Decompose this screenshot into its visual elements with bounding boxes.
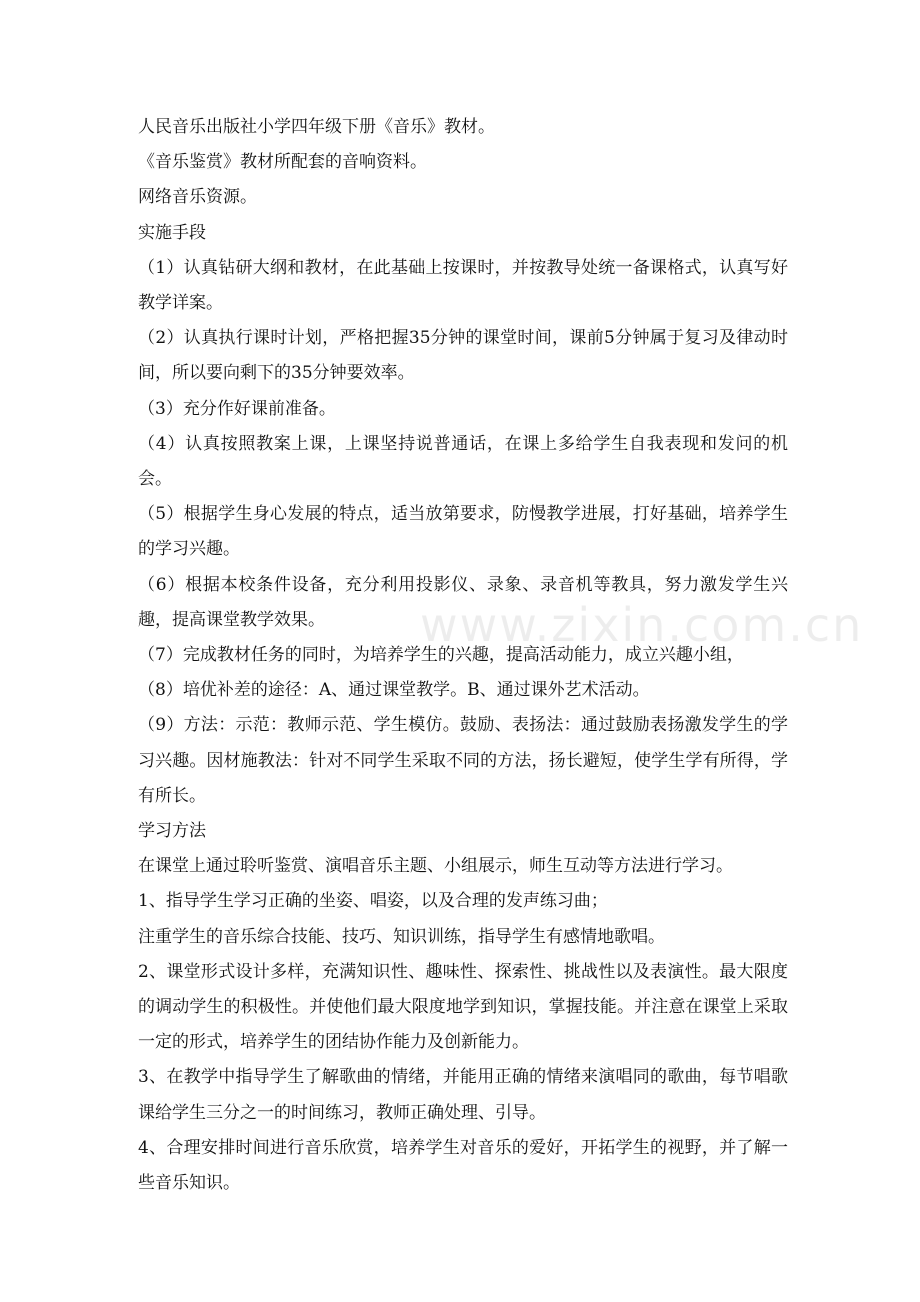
paragraph-item-9: （9）方法：示范：教师示范、学生模仿。鼓励、表扬法：通过鼓励表扬激发学生的学习兴趣。因材施教法：针对不同学生采取不同的方法，扬长避短，使学生学有所得，学有所长。 bbox=[138, 715, 788, 806]
paragraph-method-4: 4、合理安排时间进行音乐欣赏，培养学生对音乐的爱好，开拓学生的视野，并了解一些音乐知识。 bbox=[138, 1137, 788, 1194]
section-heading-implementation: 实施手段 bbox=[138, 222, 206, 243]
material-line-3: 网络音乐资源。 bbox=[138, 187, 257, 208]
section-heading-learning-methods: 学习方法 bbox=[138, 821, 206, 842]
paragraph-method-3: 3、在教学中指导学生了解歌曲的情绪，并能用正确的情绪来演唱同的歌曲，每节唱歌课给学生三分之一的时间练习，教师正确处理、引导。 bbox=[138, 1067, 788, 1123]
paragraph-item-5: （5）根据学生身心发展的特点，适当放第要求，防慢教学进展，打好基础，培养学生的学习兴趣。 bbox=[138, 504, 788, 560]
paragraph-item-2: （2）认真执行课时计划，严格把握35分钟的课堂时间，课前5分钟属于复习及律动时间，所以要向剩下的35分钟要效率。 bbox=[138, 328, 788, 384]
paragraph-item-3: （3）充分作好课前准备。 bbox=[138, 398, 336, 419]
paragraph-learning-intro: 在课堂上通过聆听鉴赏、演唱音乐主题、小组展示，师生互动等方法进行学习。 bbox=[138, 856, 733, 877]
document-body bbox=[138, 110, 788, 1201]
paragraph-method-1: 1、指导学生学习正确的坐姿、唱姿，以及合理的发声练习曲； bbox=[138, 891, 608, 912]
paragraph-item-8: （8）培优补差的途径：A、通过课堂教学。B、通过课外艺术活动。 bbox=[138, 680, 650, 701]
paragraph-method-2: 2、课堂形式设计多样，充满知识性、趣味性、探索性、挑战性以及表演性。最大限度的调动学生的积极性。并使他们最大限度地学到知识，掌握技能。并注意在课堂上采取一定的形式，培养学生的团结协作能力及创新能力。 bbox=[138, 961, 788, 1053]
watermark: www.zixin.com.cn bbox=[420, 598, 864, 652]
paragraph-item-1: （1）认真钻研大纲和教材，在此基础上按课时，并按教导处统一备课格式，认真写好教学详案。 bbox=[138, 257, 788, 314]
paragraph-item-4: （4）认真按照教案上课，上课坚持说普通话，在课上多给学生自我表现和发问的机会。 bbox=[138, 433, 788, 490]
paragraph-item-7: （7）完成教材任务的同时，为培养学生的兴趣，提高活动能力，成立兴趣小组， bbox=[138, 645, 744, 666]
paragraph-item-6: （6）根据本校条件设备，充分利用投影仪、录象、录音机等教具，努力激发学生兴趣，提高课堂教学效果。 bbox=[138, 574, 788, 630]
paragraph-method-1-cont: 注重学生的音乐综合技能、技巧、知识训练，指导学生有感情地歌唱。 bbox=[138, 926, 665, 947]
material-line-1: 人民音乐出版社小学四年级下册《音乐》教材。 bbox=[138, 117, 495, 137]
material-line-2: 《音乐鉴赏》教材所配套的音响资料。 bbox=[138, 152, 427, 173]
